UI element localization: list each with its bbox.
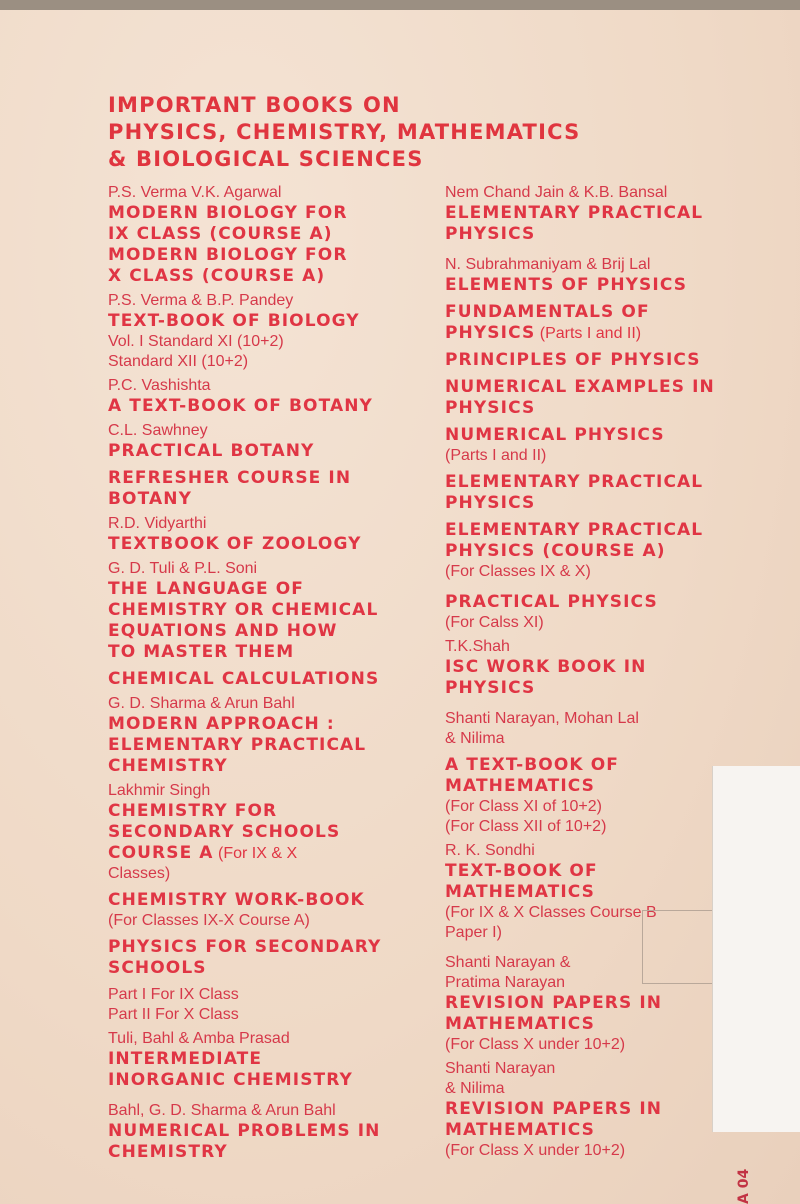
stamp-box bbox=[642, 910, 718, 984]
left-column bbox=[108, 183, 438, 1167]
book-entry bbox=[108, 781, 438, 1025]
book-entry bbox=[108, 421, 438, 510]
book-title: TEXT-BOOK OF bbox=[445, 861, 598, 881]
book-title bbox=[108, 843, 438, 864]
book-entry bbox=[445, 183, 745, 245]
book-title: ELEMENTARY PRACTICAL bbox=[445, 203, 704, 223]
author: T.K.Shah bbox=[445, 638, 510, 655]
book-title: PRACTICAL BOTANY bbox=[108, 441, 315, 461]
book-title: PHYSICS FOR SECONDARY bbox=[108, 937, 382, 957]
top-edge bbox=[0, 0, 800, 10]
book-entry bbox=[108, 514, 438, 555]
book-entry bbox=[445, 255, 745, 633]
book-title: MODERN BIOLOGY FOR bbox=[108, 245, 348, 265]
author: Pratima Narayan bbox=[445, 974, 566, 991]
book-title-part: COURSE A bbox=[108, 843, 214, 863]
book-note: Paper I) bbox=[445, 924, 502, 941]
book-title: X CLASS (COURSE A) bbox=[108, 266, 326, 286]
book-entry bbox=[445, 637, 745, 699]
book-title: CHEMISTRY bbox=[108, 756, 228, 776]
book-entry bbox=[445, 1059, 745, 1161]
author: & Nilima bbox=[445, 1080, 505, 1097]
book-title: ELEMENTARY PRACTICAL bbox=[445, 520, 704, 540]
author: N. Subrahmaniyam & Brij Lal bbox=[445, 256, 651, 273]
book-title: REVISION PAPERS IN bbox=[445, 1099, 663, 1119]
book-title: MATHEMATICS bbox=[445, 1014, 596, 1034]
book-title: REFRESHER COURSE IN bbox=[108, 468, 352, 488]
book-title: BOTANY bbox=[108, 489, 192, 509]
book-note: (For Class X under 10+2) bbox=[445, 1142, 626, 1159]
book-title: CHEMICAL CALCULATIONS bbox=[108, 669, 380, 689]
book-title: THE LANGUAGE OF bbox=[108, 579, 305, 599]
book-note: (For Class XI of 10+2) bbox=[445, 798, 602, 815]
book-title: IX CLASS (COURSE A) bbox=[108, 224, 333, 244]
author: G. D. Sharma & Arun Bahl bbox=[108, 695, 295, 712]
book-note: (For Classes IX & X) bbox=[445, 563, 591, 580]
right-column bbox=[445, 183, 745, 1165]
book-entry bbox=[108, 376, 438, 417]
author: Tuli, Bahl & Amba Prasad bbox=[108, 1030, 290, 1047]
book-title: TEXTBOOK OF ZOOLOGY bbox=[108, 534, 362, 554]
heading-line: IMPORTANT BOOKS ON bbox=[108, 93, 401, 117]
book-entry bbox=[108, 183, 438, 287]
book-title: PHYSICS bbox=[445, 493, 536, 513]
author: Shanti Narayan bbox=[445, 1060, 556, 1077]
book-title: EQUATIONS AND HOW bbox=[108, 621, 338, 641]
book-title: PHYSICS bbox=[445, 678, 536, 698]
book-title: PHYSICS (COURSE A) bbox=[445, 541, 666, 561]
book-title: SCHOOLS bbox=[108, 958, 207, 978]
book-title: PHYSICS bbox=[445, 224, 536, 244]
book-note: Part II For X Class bbox=[108, 1006, 239, 1023]
book-note: Classes) bbox=[108, 865, 171, 882]
book-note: Vol. I Standard XI (10+2) bbox=[108, 333, 284, 350]
book-note: (For Classes IX-X Course A) bbox=[108, 912, 310, 929]
author: R.D. Vidyarthi bbox=[108, 515, 207, 532]
book-title: A TEXT-BOOK OF BOTANY bbox=[108, 396, 373, 416]
author: Lakhmir Singh bbox=[108, 782, 211, 799]
book-title: MODERN APPROACH : bbox=[108, 714, 335, 734]
book-title: NUMERICAL EXAMPLES IN bbox=[445, 377, 715, 397]
author: Bahl, G. D. Sharma & Arun Bahl bbox=[108, 1102, 336, 1119]
book-title: MODERN BIOLOGY FOR bbox=[108, 203, 348, 223]
author: Shanti Narayan, Mohan Lal bbox=[445, 710, 639, 727]
author: P.C. Vashishta bbox=[108, 377, 211, 394]
book-title: TO MASTER THEM bbox=[108, 642, 295, 662]
author: P.S. Verma & B.P. Pandey bbox=[108, 292, 294, 309]
book-title bbox=[445, 323, 745, 344]
book-title: MATHEMATICS bbox=[445, 1120, 596, 1140]
book-note: (For Calss XI) bbox=[445, 614, 544, 631]
book-note: (For IX & X Classes Course B bbox=[445, 904, 657, 921]
book-entry bbox=[445, 709, 745, 837]
author: Nem Chand Jain & K.B. Bansal bbox=[445, 184, 668, 201]
book-title: SECONDARY SCHOOLS bbox=[108, 822, 341, 842]
spine-code: A 04 bbox=[736, 1168, 752, 1204]
book-note: Standard XII (10+2) bbox=[108, 353, 249, 370]
book-title: PRINCIPLES OF PHYSICS bbox=[445, 350, 701, 370]
book-title: ELEMENTS OF PHYSICS bbox=[445, 275, 688, 295]
library-sticker bbox=[712, 766, 800, 1132]
book-entry bbox=[108, 291, 438, 372]
book-title: CHEMISTRY OR CHEMICAL bbox=[108, 600, 379, 620]
book-title: TEXT-BOOK OF BIOLOGY bbox=[108, 311, 360, 331]
author: & Nilima bbox=[445, 730, 505, 747]
heading-line: & BIOLOGICAL SCIENCES bbox=[108, 147, 424, 171]
book-title: CHEMISTRY bbox=[108, 1142, 228, 1162]
book-entry bbox=[108, 1101, 438, 1163]
book-title-part: PHYSICS bbox=[445, 323, 536, 343]
book-title: PRACTICAL PHYSICS bbox=[445, 592, 658, 612]
book-title: NUMERICAL PHYSICS bbox=[445, 425, 665, 445]
book-note: (For Class XII of 10+2) bbox=[445, 818, 607, 835]
book-title: REVISION PAPERS IN bbox=[445, 993, 663, 1013]
book-note: Part I For IX Class bbox=[108, 986, 239, 1003]
book-title: ELEMENTARY PRACTICAL bbox=[108, 735, 367, 755]
book-entry bbox=[108, 694, 438, 777]
book-title: CHEMISTRY WORK-BOOK bbox=[108, 890, 365, 910]
book-title: FUNDAMENTALS OF bbox=[445, 302, 650, 322]
book-title: INTERMEDIATE bbox=[108, 1049, 263, 1069]
book-title: CHEMISTRY FOR bbox=[108, 801, 278, 821]
book-title: ISC WORK BOOK IN bbox=[445, 657, 647, 677]
author: R. K. Sondhi bbox=[445, 842, 535, 859]
page-heading bbox=[108, 92, 708, 173]
author: C.L. Sawhney bbox=[108, 422, 208, 439]
author: P.S. Verma V.K. Agarwal bbox=[108, 184, 282, 201]
author: G. D. Tuli & P.L. Soni bbox=[108, 560, 258, 577]
book-entry bbox=[108, 559, 438, 690]
book-title: INORGANIC CHEMISTRY bbox=[108, 1070, 353, 1090]
book-title: MATHEMATICS bbox=[445, 882, 596, 902]
book-note: (Parts I and II) bbox=[535, 325, 642, 342]
book-title: ELEMENTARY PRACTICAL bbox=[445, 472, 704, 492]
book-note: (For IX & X bbox=[213, 845, 298, 862]
heading-line: PHYSICS, CHEMISTRY, MATHEMATICS bbox=[108, 120, 581, 144]
book-title: PHYSICS bbox=[445, 398, 536, 418]
book-note: (For Class X under 10+2) bbox=[445, 1036, 626, 1053]
book-title: A TEXT-BOOK OF bbox=[445, 755, 619, 775]
book-title: NUMERICAL PROBLEMS IN bbox=[108, 1121, 381, 1141]
book-title: MATHEMATICS bbox=[445, 776, 596, 796]
author: Shanti Narayan & bbox=[445, 954, 571, 971]
book-note: (Parts I and II) bbox=[445, 447, 547, 464]
book-entry bbox=[108, 1029, 438, 1091]
